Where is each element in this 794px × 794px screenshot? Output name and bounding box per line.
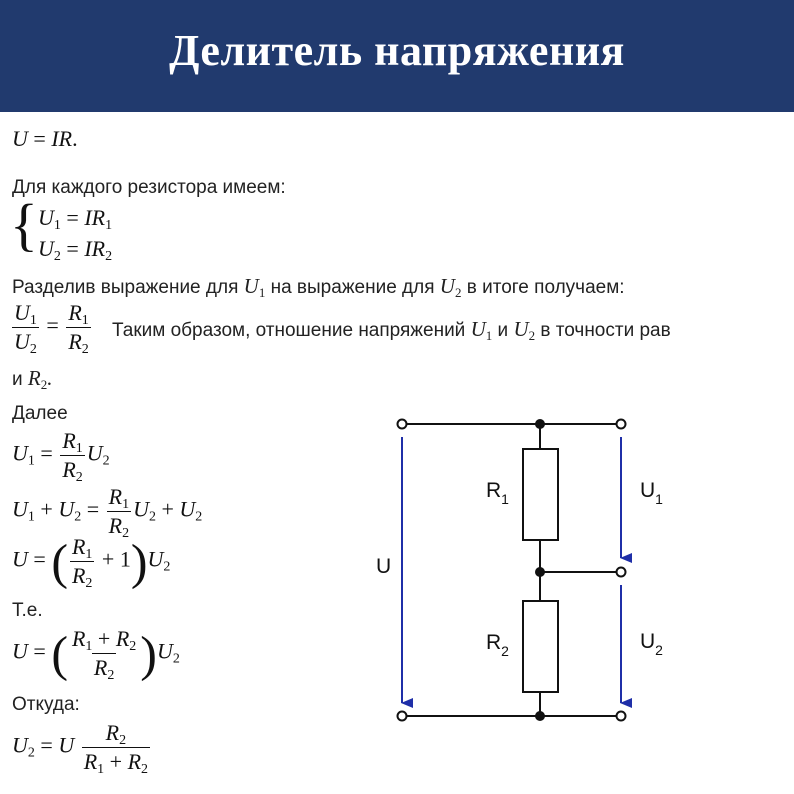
text-ie: Т.е. bbox=[12, 600, 43, 621]
terminal-bottom-left bbox=[398, 712, 407, 721]
system-brace: { bbox=[10, 192, 38, 257]
formula-sum: $U_1 + U_2$ = $\frac{R_1}{R_2}$ $U_2 + U_2$ bbox=[12, 484, 203, 541]
label-r2: $R_2$ bbox=[486, 631, 509, 659]
formula-result: $U_2 = U$ $\frac{R_2}{R_1 + R_2}$ bbox=[12, 720, 149, 777]
label-r1: $R_1$ bbox=[486, 479, 509, 507]
text-thus: Таким образом, отношение напряжений $U_1$ и $U_2$ в точности рав bbox=[112, 317, 671, 343]
formula-u1: $U_1$ = $\frac{R_1}{R_2}$ $U_2$ bbox=[12, 428, 110, 485]
junction-middle bbox=[535, 567, 545, 577]
text-and-r2: и $R_2$. bbox=[12, 366, 53, 392]
label-u: U bbox=[376, 555, 392, 578]
terminal-top-right bbox=[617, 420, 626, 429]
terminal-top-left bbox=[398, 420, 407, 429]
formula-combined: U = ( $\frac{R_1 + R_2}{R_2}$ )$U_2$ bbox=[12, 625, 180, 683]
label-u2: $U_2$ bbox=[640, 630, 663, 658]
formula-factored: U = ( $\frac{R_1}{R_2}$ + $1)U_2$ bbox=[12, 533, 171, 591]
system-eq-1: $U_1 = IR_1$ bbox=[38, 205, 113, 233]
resistor-r2 bbox=[523, 601, 558, 692]
system-eq-2: $U_2 = IR_2$ bbox=[38, 236, 113, 264]
text-for-each-resistor: Для каждого резистора имеем: bbox=[12, 177, 286, 198]
text-whence: Откуда: bbox=[12, 694, 80, 715]
text-further: Далее bbox=[12, 403, 68, 424]
junction-top bbox=[535, 419, 545, 429]
ohm-law-formula: U = IR. bbox=[12, 126, 78, 151]
text-dividing: Разделив выражение для $U_1$ на выражение для $U_2$ в итоге получаем: bbox=[12, 274, 625, 300]
ratio-formula: $\frac{U_1}{U_2}$ = $\frac{R_1}{R_2}$ bbox=[14, 300, 89, 357]
resistor-r1 bbox=[523, 449, 558, 540]
terminal-bottom-right bbox=[617, 712, 626, 721]
junction-bottom bbox=[535, 711, 545, 721]
label-u1: $U_1$ bbox=[640, 479, 663, 507]
page-title: Делитель напряжения bbox=[169, 25, 625, 75]
terminal-middle-right bbox=[617, 568, 626, 577]
